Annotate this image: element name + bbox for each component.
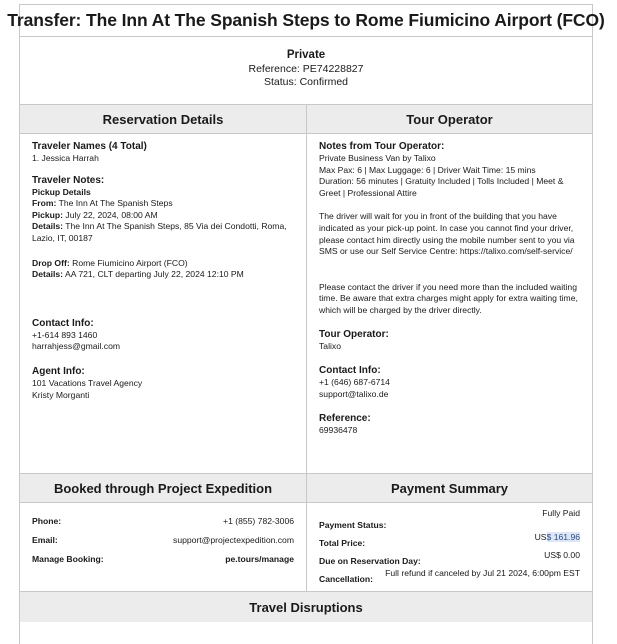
manage-booking-row: Manage Booking: pe.tours/manage (32, 553, 294, 564)
total-price: US$ 161.96 (534, 532, 580, 542)
operator-name: Talixo (319, 340, 341, 351)
booked-email: support@projectexpedition.com (173, 534, 294, 545)
cancellation-policy: Full refund if canceled by Jul 21 2024, 6:00pm EST (385, 568, 580, 578)
due-on-day: US$ 0.00 (544, 550, 580, 560)
operator-vehicle: Private Business Van by Talixo (319, 153, 436, 163)
booked-through-section (20, 474, 307, 591)
booked-email-row: Email: support@projectexpedition.com (32, 534, 294, 545)
traveler-name: 1. Jessica Harrah (32, 153, 99, 163)
dropoff-details: Details: AA 721, CLT departing July 22, 2024 12:10 PM (32, 269, 244, 280)
pickup-from: From: The Inn At The Spanish Steps (32, 198, 173, 209)
payment-summary-heading: Payment Summary (307, 474, 592, 503)
payment-status-row: Payment Status: Fully Paid (319, 508, 580, 531)
booking-reference: Reference: PE74228827 (248, 63, 364, 75)
page-title: Transfer: The Inn At The Spanish Steps to Rome Fiumicino Airport (FCO) (20, 5, 592, 37)
operator-notes-heading: Notes from Tour Operator: (319, 141, 445, 152)
payment-summary-section (307, 474, 592, 591)
pickup-address: Details: The Inn At The Spanish Steps, 85 Via dei Condotti, Roma, Lazio, IT, 00187 (32, 221, 287, 243)
operator-inclusions: Duration: 56 minutes | Gratuity Included | Tolls Included | Meet & Greet | Professional Attire (319, 176, 564, 198)
booking-status: Status: Confirmed (263, 76, 349, 88)
dropoff-location: Drop Off: Rome Fiumicino Airport (FCO) (32, 257, 188, 268)
cancellation-row: Cancellation: Full refund if canceled by Jul 21 2024, 6:00pm EST (319, 568, 580, 585)
booking-payment-row (20, 474, 592, 592)
operator-phone: +1 (646) 687-6714 (319, 377, 390, 388)
pickup-time: Pickup: July 22, 2024, 08:00 AM (32, 209, 158, 220)
service-type: Private (286, 49, 326, 61)
details-row (20, 105, 592, 474)
booked-phone-row: Phone: +1 (855) 782-3006 (32, 515, 294, 526)
contact-email: harrahjess@gmail.com (32, 341, 121, 352)
operator-reference: 69936478 (319, 425, 358, 436)
agent-name: Kristy Morganti (32, 389, 90, 400)
operator-name-heading: Tour Operator: (319, 328, 389, 340)
operator-contact-heading: Contact Info: (319, 365, 381, 377)
traveler-notes-heading: Traveler Notes: (32, 174, 105, 186)
traveler-names-heading: Traveler Names (4 Total) (32, 141, 147, 152)
operator-reference-heading: Reference: (319, 413, 371, 425)
booking-summary (20, 37, 592, 105)
operator-email: support@talixo.de (319, 388, 389, 399)
tour-operator-heading: Tour Operator (307, 105, 592, 134)
booked-through-heading: Booked through Project Expedition (20, 474, 306, 503)
booked-phone: +1 (855) 782-3006 (223, 515, 294, 526)
operator-capacity: Max Pax: 6 | Max Luggage: 6 | Driver Wait Time: 15 mins (319, 164, 536, 175)
operator-meeting-note: The driver will wait for you in front of the building that you have indicated as your pick-up point. In case you cannot find your driver, please contact him directly using the mobile number sent to you via SMS or use our Self Service Centre: https://talixo.com/self-service/ (319, 211, 575, 257)
manage-booking-link[interactable]: pe.tours/manage (225, 553, 294, 564)
pickup-details-heading: Pickup Details (32, 186, 91, 197)
travel-disruptions-heading: Travel Disruptions (20, 592, 592, 622)
due-on-day-row: Due on Reservation Day: US$ 0.00 (319, 550, 580, 567)
contact-phone: +1-614 893 1460 (32, 329, 98, 340)
tour-operator-section (307, 105, 592, 473)
total-price-row: Total Price: US$ 161.96 (319, 532, 580, 549)
reservation-details-section (20, 105, 307, 473)
operator-waiting-note: Please contact the driver if you need more than the included waiting time. Be aware that extra charges might apply for extra waiting time, which will be charged by the driver directly. (319, 281, 578, 315)
agent-info-heading: Agent Info: (32, 365, 85, 377)
contact-info-heading: Contact Info: (32, 317, 94, 329)
agent-company: 101 Vacations Travel Agency (32, 377, 143, 388)
reservation-details-heading: Reservation Details (20, 105, 306, 134)
itinerary-document (7, 4, 605, 644)
payment-status: Fully Paid (542, 508, 580, 518)
